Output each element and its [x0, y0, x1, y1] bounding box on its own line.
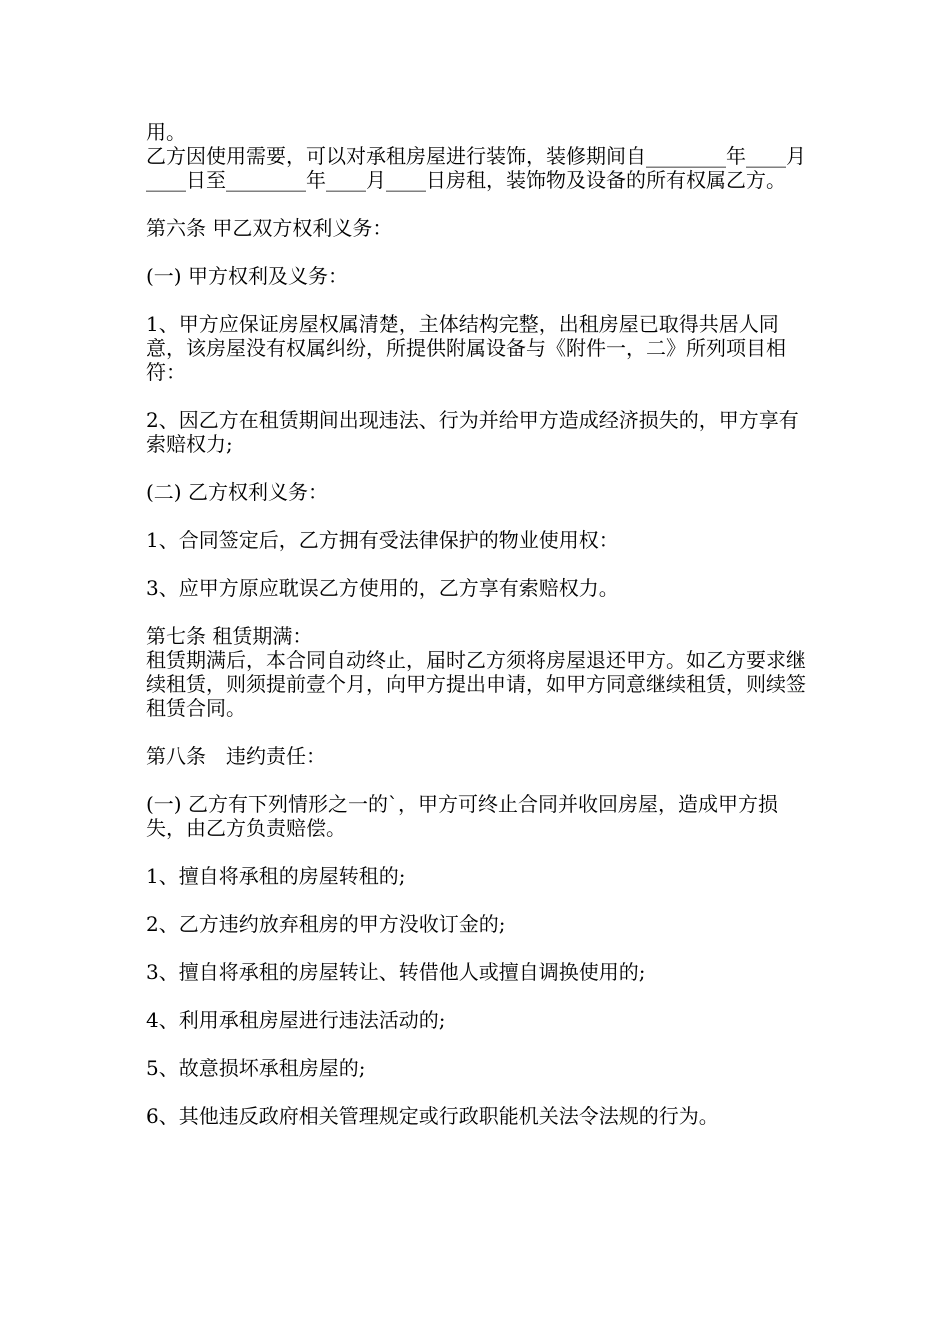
breach-item-4: 4、利用承租房屋进行违法活动的;: [146, 1008, 446, 1032]
breach-item-3: 3、擅自将承租的房屋转让、转借他人或擅自调换使用的;: [146, 960, 646, 984]
party-a-item-2: 2、因乙方在租赁期间出现违法、行为并给甲方造成经济损失的，甲方享有索赔权力;: [146, 408, 799, 456]
section-party-a-heading: (一) 甲方权利及义务：: [146, 264, 348, 288]
breach-item-1: 1、擅自将承租的房屋转租的;: [146, 864, 406, 888]
party-b-item-1: 1、合同签定后，乙方拥有受法律保护的物业使用权：: [146, 528, 619, 552]
breach-item-6: 6、其他违反政府相关管理规定或行政职能机关法令法规的行为。: [146, 1104, 719, 1128]
breach-item-2: 2、乙方违约放弃租房的甲方没收订金的;: [146, 912, 506, 936]
section-party-b-heading: (二) 乙方权利义务：: [146, 480, 328, 504]
party-a-item-1: 1、甲方应保证房屋权属清楚，主体结构完整，出租房屋已取得共居人同意，该房屋没有权属纠纷，所提供附属设备与《附件一，二》所列项目相符：: [146, 312, 786, 384]
paragraph-continuation: 用。: [146, 120, 186, 144]
article-8-clause-1: (一) 乙方有下列情形之一的`，甲方可终止合同并收回房屋，造成甲方损失，由乙方负责赔偿。: [146, 792, 778, 840]
article-7-heading: 第七条 租赁期满：: [146, 624, 313, 648]
article-6-heading: 第六条 甲乙双方权利义务：: [146, 216, 393, 240]
article-7-body: 租赁期满后，本合同自动终止，届时乙方须将房屋退还甲方。如乙方要求继续租赁，则须提前壹个月，向甲方提出申请，如甲方同意继续租赁，则续签租赁合同。: [146, 648, 806, 720]
party-b-item-3: 3、应甲方原应耽误乙方使用的，乙方享有索赔权力。: [146, 576, 619, 600]
breach-item-5: 5、故意损坏承租房屋的;: [146, 1056, 366, 1080]
document-body: [146, 120, 811, 1152]
article-8-heading: 第八条 违约责任：: [146, 744, 326, 768]
paragraph-decoration-period: 乙方因使用需要，可以对承租房屋进行装饰，装修期间自________年____月____日至________年____月____日房租，装饰物及设备的所有权属乙方。: [146, 144, 806, 192]
